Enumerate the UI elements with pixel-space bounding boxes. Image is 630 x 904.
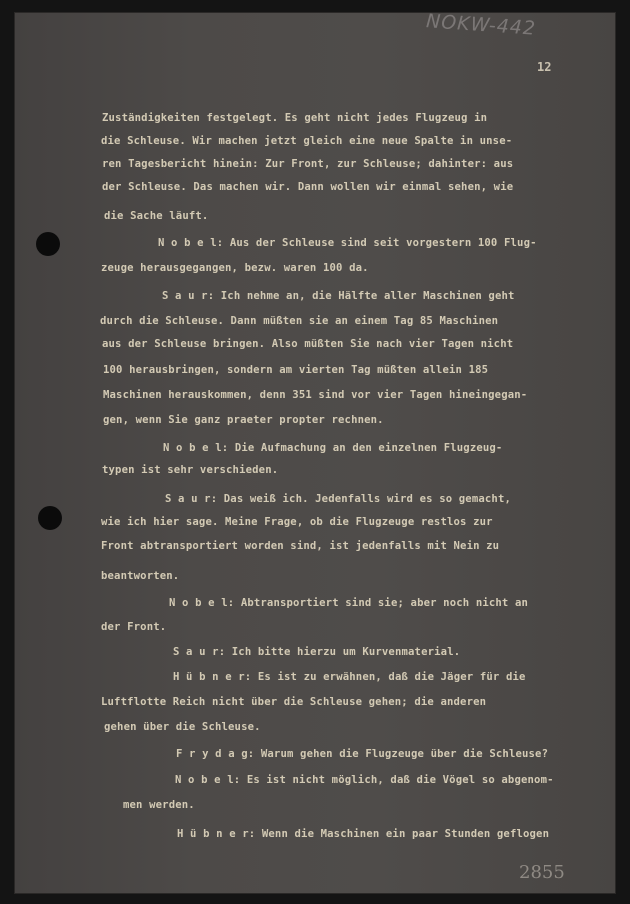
speaker-name: N o b e l: (175, 774, 247, 786)
line-text: Wenn die Maschinen ein paar Stunden geflogen (261, 828, 550, 840)
line-text: Die Aufmachung an den einzelnen Flugzeug- (234, 442, 503, 454)
line-text: Es ist nicht möglich, daß die Vögel so abgenom- (246, 774, 554, 786)
line-text: die Schleuse. Wir machen jetzt gleich eine neue Spalte in unse- (101, 135, 513, 147)
speaker-name: F r y d a g: (176, 748, 261, 760)
line-text: typen ist sehr verschieden. (102, 464, 279, 476)
text-line (102, 112, 487, 124)
speaker-line (177, 828, 549, 840)
line-text: gen, wenn Sie ganz praeter propter rechnen. (103, 414, 384, 426)
text-line (104, 210, 208, 222)
line-text: der Schleuse. Das machen wir. Dann wollen wir einmal sehen, wie (102, 181, 514, 193)
speaker-line (165, 493, 511, 505)
line-text: ren Tagesbericht hinein: Zur Front, zur Schleuse; dahinter: aus (102, 158, 514, 170)
text-line (102, 464, 278, 476)
text-line (104, 721, 261, 733)
speaker-name: S a u r: (165, 493, 224, 505)
line-text: 100 herausbringen, sondern am vierten Tag müßten allein 185 (103, 364, 489, 376)
line-text: aus der Schleuse bringen. Also müßten Sie nach vier Tagen nicht (102, 338, 514, 350)
line-text: der Front. (101, 621, 167, 633)
archive-mark: NOKW-442 (425, 10, 537, 40)
speaker-line (173, 646, 460, 658)
page-number: 12 (537, 60, 552, 74)
line-text: Front abtransportiert worden sind, ist jedenfalls mit Nein zu (101, 540, 500, 552)
text-line (123, 799, 195, 811)
line-text: durch die Schleuse. Dann müßten sie an einem Tag 85 Maschinen (100, 315, 499, 327)
line-text: die Sache läuft. (104, 210, 209, 222)
line-text: zeuge herausgegangen, bezw. waren 100 da. (101, 262, 369, 274)
speaker-line (175, 774, 554, 786)
speaker-name: H ü b n e r: (177, 828, 262, 840)
text-line (101, 516, 493, 528)
text-line (101, 696, 486, 708)
text-line (101, 262, 369, 274)
line-text: Maschinen herauskommen, denn 351 sind vor vier Tagen hineingegan- (103, 389, 528, 401)
speaker-name: S a u r: (162, 290, 221, 302)
line-text: Warum gehen die Flugzeuge über die Schleuse? (260, 748, 549, 760)
punch-hole-bottom (38, 506, 62, 530)
text-line (103, 389, 527, 401)
text-line (103, 414, 384, 426)
speaker-name: S a u r: (173, 646, 232, 658)
text-line (100, 315, 498, 327)
speaker-line (176, 748, 548, 760)
speaker-name: H ü b n e r: (173, 671, 258, 683)
speaker-line (163, 442, 502, 454)
line-text: Das weiß ich. Jedenfalls wird es so gemacht, (223, 493, 511, 505)
line-text: Ich nehme an, die Hälfte aller Maschinen geht (220, 290, 515, 302)
line-text: men werden. (123, 799, 195, 811)
text-line (102, 158, 513, 170)
text-line (101, 570, 179, 582)
line-text: Aus der Schleuse sind seit vorgestern 100 Flug- (229, 237, 537, 249)
text-line (103, 364, 488, 376)
speaker-name: N o b e l: (169, 597, 241, 609)
speaker-line (158, 237, 537, 249)
text-line (101, 621, 166, 633)
line-text: Ich bitte hierzu um Kurvenmaterial. (231, 646, 461, 658)
speaker-line (169, 597, 528, 609)
line-text: beantworten. (101, 570, 180, 582)
footer-number: 2855 (519, 862, 565, 883)
text-line (101, 135, 512, 147)
speaker-line (173, 671, 526, 683)
text-line (102, 181, 513, 193)
punch-hole-top (36, 232, 60, 256)
line-text: wie ich hier sage. Meine Frage, ob die Flugzeuge restlos zur (101, 516, 493, 528)
line-text: Abtransportiert sind sie; aber noch nicht an (240, 597, 529, 609)
line-text: Luftflotte Reich nicht über die Schleuse gehen; die anderen (101, 696, 487, 708)
line-text: Es ist zu erwähnen, daß die Jäger für die (257, 671, 526, 683)
line-text: gehen über die Schleuse. (104, 721, 261, 733)
speaker-line (162, 290, 515, 302)
speaker-name: N o b e l: (163, 442, 235, 454)
line-text: Zuständigkeiten festgelegt. Es geht nicht jedes Flugzeug in (102, 112, 488, 124)
speaker-name: N o b e l: (158, 237, 230, 249)
text-line (101, 540, 499, 552)
text-line (102, 338, 513, 350)
